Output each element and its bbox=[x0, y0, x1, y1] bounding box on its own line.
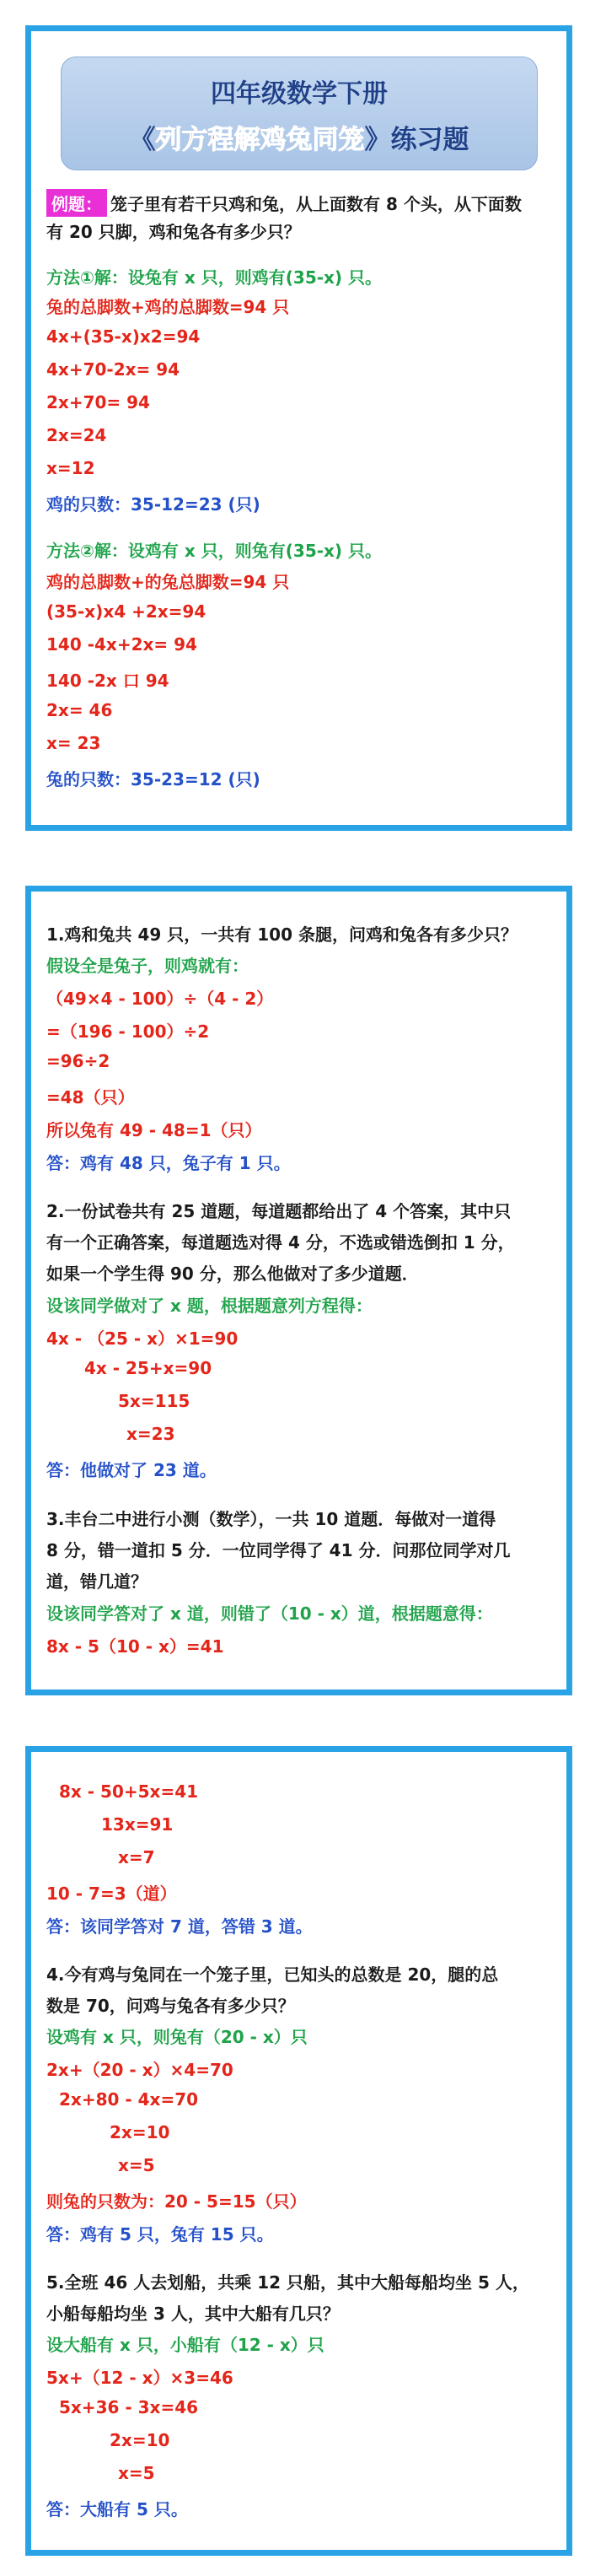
problem1-solution-line: =（196 - 100）÷2 bbox=[46, 1021, 210, 1042]
method1-line: x=12 bbox=[46, 458, 95, 478]
problem1-question: 1.鸡和兔共 49 只，一共有 100 条腿，问鸡和兔各有多少只？ bbox=[46, 924, 518, 945]
method1-line: 兔的总脚数+鸡的总脚数=94 只 bbox=[46, 297, 290, 317]
problem2-solution-line: 设该同学做对了 x 题，根据题意列方程得： bbox=[46, 1296, 373, 1316]
page-title: 四年级数学下册 bbox=[211, 79, 388, 109]
problem4-solution-line: x=5 bbox=[118, 2155, 155, 2175]
problem4-solution-line: 2x=10 bbox=[110, 2122, 170, 2142]
problem1-solution-line: =96÷2 bbox=[46, 1051, 110, 1071]
problem3-solution-line: 13x=91 bbox=[101, 1814, 174, 1835]
method2-line: x= 23 bbox=[46, 733, 101, 753]
problem4-solution-line: 2x+80 - 4x=70 bbox=[59, 2089, 199, 2110]
problem4-answer: 答：鸡有 5 只，兔有 15 只。 bbox=[46, 2224, 274, 2245]
problem5-answer: 答：大船有 5 只。 bbox=[46, 2499, 188, 2519]
problem2-solution-line: x=23 bbox=[126, 1424, 175, 1444]
title-banner bbox=[61, 57, 538, 170]
problem5-solution-line: 2x=10 bbox=[110, 2430, 170, 2450]
problem4-solution-line: 2x+（20 - x）×4=70 bbox=[46, 2060, 233, 2080]
method2-line: (35-x)x4 +2x=94 bbox=[46, 601, 206, 622]
method1-line: 方法①解：设兔有 x 只，则鸡有(35-x) 只。 bbox=[46, 267, 383, 288]
method2-line: 方法②解：设鸡有 x 只，则兔有(35-x) 只。 bbox=[46, 541, 383, 561]
problems-card-1 bbox=[25, 886, 572, 1695]
problem4-solution-line: 设鸡有 x 只，则兔有（20 - x）只 bbox=[46, 2027, 308, 2047]
problem3-answer: 答：该同学答对 7 道，答错 3 道。 bbox=[46, 1916, 313, 1937]
method2-line: 2x= 46 bbox=[46, 700, 113, 720]
problem3-solution-line: 10 - 7=3（道） bbox=[46, 1883, 177, 1904]
method1-line: 4x+(35-x)x2=94 bbox=[46, 326, 201, 347]
problem4-solution-line: 则兔的只数为：20 - 5=15（只） bbox=[46, 2191, 307, 2212]
problem5-solution-line: x=5 bbox=[118, 2463, 155, 2483]
page-subtitle: 《列方程解鸡兔同笼》练习题 bbox=[129, 125, 469, 155]
problem3-solution-line: x=7 bbox=[118, 1847, 155, 1867]
problem5-solution-line: 5x+（12 - x）×3=46 bbox=[46, 2368, 233, 2388]
example-question-line: 有 20 只脚，鸡和兔各有多少只？ bbox=[46, 222, 301, 242]
problem3-solution-line: 8x - 50+5x=41 bbox=[59, 1781, 199, 1802]
method2-answer: 兔的只数：35-23=12 (只) bbox=[46, 769, 260, 790]
problem1-solution-line: 假设全是兔子，则鸡就有： bbox=[46, 956, 249, 976]
method2-line: 140 -4x+2x= 94 bbox=[46, 634, 197, 655]
method1-line: 2x=24 bbox=[46, 425, 107, 445]
problem3-solution-line: 8x - 5（10 - x）=41 bbox=[46, 1636, 224, 1657]
problem4-question: 数是 70，问鸡与兔各有多少只？ bbox=[46, 1996, 295, 2016]
example-card bbox=[25, 25, 572, 831]
problem1-solution-line: =48（只） bbox=[46, 1087, 135, 1107]
problem3-question: 3.丰台二中进行小测（数学），一共 10 道题．每做对一道得 bbox=[46, 1509, 496, 1529]
problem3-question: 道，错几道？ bbox=[46, 1571, 147, 1592]
problem5-solution-line: 设大船有 x 只，小船有（12 - x）只 bbox=[46, 2335, 324, 2355]
problem1-answer: 答：鸡有 48 只，兔子有 1 只。 bbox=[46, 1153, 291, 1173]
problem2-question: 如果一个学生得 90 分，那么他做对了多少道题． bbox=[46, 1264, 419, 1284]
problem3-question: 8 分，错一道扣 5 分．一位同学得了 41 分．问那位同学对几 bbox=[46, 1540, 511, 1560]
problem2-solution-line: 4x - 25+x=90 bbox=[84, 1358, 212, 1378]
problem3-solution-line: 设该同学答对了 x 道，则错了（10 - x）道，根据题意得： bbox=[46, 1603, 493, 1624]
problem4-question: 4.今有鸡与兔同在一个笼子里，已知头的总数是 20，腿的总 bbox=[46, 1964, 499, 1985]
method1-line: 4x+70-2x= 94 bbox=[46, 359, 180, 380]
problem5-question: 小船每船均坐 3 人，其中大船有几只？ bbox=[46, 2304, 340, 2324]
problem2-answer: 答：他做对了 23 道。 bbox=[46, 1460, 217, 1480]
method1-line: 2x+70= 94 bbox=[46, 392, 150, 412]
problem1-solution-line: 所以兔有 49 - 48=1（只） bbox=[46, 1120, 262, 1140]
problem2-question: 2.一份试卷共有 25 道题，每道题都给出了 4 个答案，其中只 bbox=[46, 1201, 512, 1221]
problem5-question: 5.全班 46 人去划船，共乘 12 只船，其中大船每船均坐 5 人， bbox=[46, 2272, 529, 2293]
problem2-solution-line: 5x=115 bbox=[118, 1391, 190, 1411]
problem5-solution-line: 5x+36 - 3x=46 bbox=[59, 2397, 199, 2417]
problems-card-2 bbox=[25, 1746, 572, 2556]
problem1-solution-line: （49×4 - 100）÷（4 - 2） bbox=[46, 989, 274, 1009]
problem2-question: 有一个正确答案，每道题选对得 4 分，不选或错选倒扣 1 分， bbox=[46, 1232, 515, 1253]
example-question-line: 例题： 笼子里有若干只鸡和兔，从上面数有 8 个头，从下面数 bbox=[46, 189, 522, 217]
method1-answer: 鸡的只数：35-12=23 (只) bbox=[46, 494, 260, 515]
example-badge: 例题： bbox=[46, 189, 107, 217]
problem2-solution-line: 4x - （25 - x）×1=90 bbox=[46, 1328, 239, 1349]
method2-line: 鸡的总脚数+的兔总脚数=94 只 bbox=[46, 572, 290, 592]
method2-line: 140 -2x 口 94 bbox=[46, 671, 169, 691]
